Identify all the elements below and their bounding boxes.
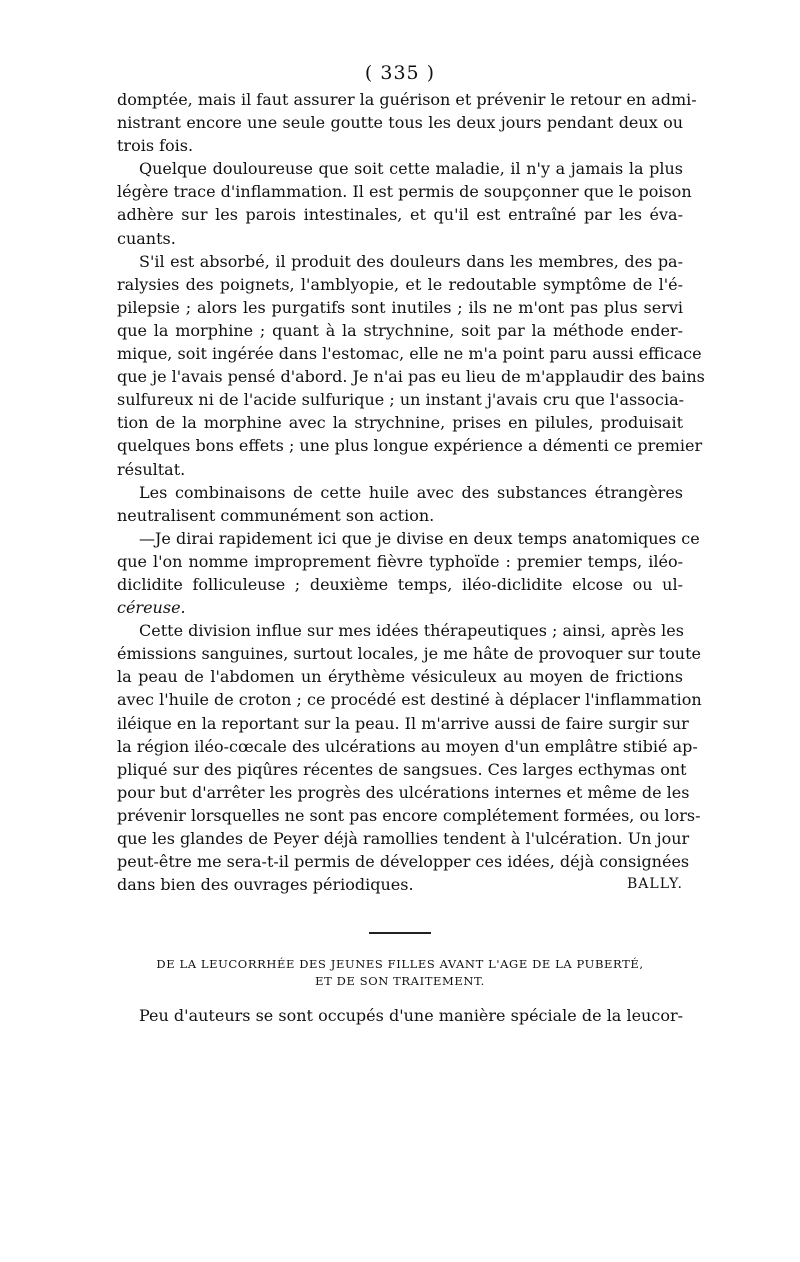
text-line: pilepsie ; alors les purgatifs sont inutiles ; ils ne m'ont pas plus servi [117, 297, 683, 317]
text-line: sulfureux ni de l'acide sulfurique ; un instant j'avais cru que l'associa- [117, 390, 685, 410]
text-line: pour but d'arrêter les progrès des ulcérations internes et même de les [117, 782, 690, 802]
text-line: prévenir lorsquelles ne sont pas encore complétement formées, ou lors- [117, 805, 701, 825]
text-line: résultat. [117, 459, 186, 479]
text-line: que les glandes de Peyer déjà ramollies tendent à l'ulcération. Un jour [117, 829, 690, 848]
text-line: la région iléo-cœcale des ulcérations au moyen d'un emplâtre stibié ap- [117, 736, 698, 756]
text-line: Cette division influe sur mes idées thérapeutiques ; ainsi, après les [139, 621, 684, 641]
paragraph-6 [117, 619, 702, 896]
text-line: légère trace d'inflammation. Il est permis de soupçonner que le poison [117, 182, 692, 202]
text-line: —Je dirai rapidement ici que je divise en deux temps anatomiques ce [139, 528, 700, 548]
text-line: neutralisent communément son action. [117, 505, 435, 525]
paragraph-5 [117, 527, 700, 619]
text-line: Peu d'auteurs se sont occupés d'une manière spéciale de la leucor- [139, 1006, 683, 1026]
text-line: trois fois. [117, 136, 194, 156]
text-line: que la morphine ; quant à la strychnine, soit par la méthode ender- [117, 320, 683, 340]
text-line: que l'on nomme improprement fièvre typhoïde : premier temps, iléo- [117, 551, 683, 571]
text-line: quelques bons effets ; une plus longue expérience a démenti ce premier [117, 436, 703, 456]
text-line: nistrant encore une seule goutte tous les deux jours pendant deux ou [117, 113, 683, 133]
section-divider [369, 932, 431, 934]
paragraph-1 [117, 88, 697, 157]
paragraph-2 [117, 157, 692, 249]
text-line: peut-être me sera-t-il permis de développer ces idées, déjà consignées [117, 852, 690, 872]
text-line-with-signature [117, 873, 683, 896]
text-line: avec l'huile de croton ; ce procédé est destiné à déplacer l'inflammation [117, 690, 702, 710]
text-line: S'il est absorbé, il produit des douleurs dans les membres, des pa- [139, 251, 683, 271]
text-line: dans bien des ouvrages périodiques. [117, 875, 414, 895]
text-line: céreuse. [117, 598, 186, 618]
text-line: la peau de l'abdomen un érythème vésiculeux au moyen de frictions [117, 667, 683, 687]
section-heading [117, 956, 683, 990]
heading-line-1: DE LA LEUCORRHÉE DES JEUNES FILLES AVANT L'AGE DE LA PUBERTÉ, [156, 957, 644, 972]
text-line: cuants. [117, 228, 176, 248]
text-line: que je l'avais pensé d'abord. Je n'ai pas eu lieu de m'applaudir des bains [117, 367, 705, 387]
text-line: Quelque douloureuse que soit cette maladie, il n'y a jamais la plus [139, 159, 683, 179]
paragraph-final [117, 1004, 683, 1027]
text-line: ralysies des poignets, l'amblyopie, et le redoutable symptôme de l'é- [117, 274, 683, 294]
paragraph-3 [117, 250, 705, 481]
page-content [117, 62, 705, 1027]
heading-line-2: ET DE SON TRAITEMENT. [315, 974, 485, 989]
text-line: émissions sanguines, surtout locales, je me hâte de provoquer sur toute [117, 644, 701, 664]
text-line: adhère sur les parois intestinales, et qu'il est entraîné par les éva- [117, 205, 683, 225]
page-number: ( 335 ) [364, 62, 436, 84]
text-line: diclidite folliculeuse ; deuxième temps, iléo-diclidite elcose ou ul- [117, 574, 683, 594]
paragraph-4 [117, 481, 683, 527]
text-line: Les combinaisons de cette huile avec des substances étrangères [139, 482, 683, 502]
text-line: tion de la morphine avec la strychnine, prises en pilules, produisait [117, 413, 683, 433]
text-line: pliqué sur des piqûres récentes de sangsues. Ces larges ecthymas ont [117, 759, 687, 779]
text-line: mique, soit ingérée dans l'estomac, elle ne m'a point paru aussi efficace [117, 344, 702, 364]
text-line: domptée, mais il faut assurer la guérison et prévenir le retour en admi- [117, 90, 697, 109]
text-line: iléique en la reportant sur la peau. Il m'arrive aussi de faire surgir sur [117, 713, 689, 733]
author-signature: BALLY. [627, 876, 683, 893]
